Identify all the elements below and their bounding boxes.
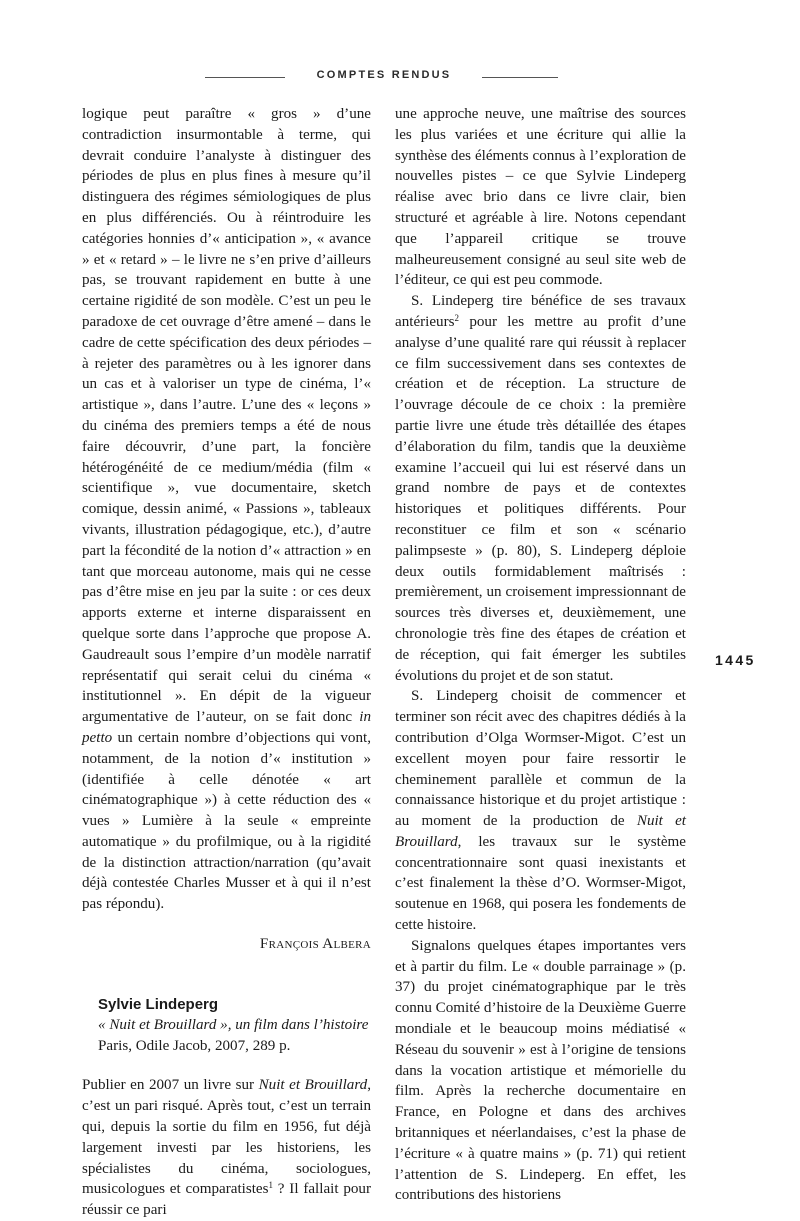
review-heading (82, 995, 371, 1057)
review-publication: Paris, Odile Jacob, 2007, 289 p. (98, 1037, 291, 1054)
paragraph: S. Lindeperg choisit de commencer et terminer son récit avec des chapitres dédiés à la contribution d’Olga Wormser-Migot. C’est un excellent moyen pour faire ressortir le cheminement parallèle et commun de la connaissance historique et du projet artistique : au moment de la production de Nuit et Brouillard, les travaux sur le système concentrationnaire sont quasi inexistants et c’est finalement la thèse d’O. Wormser-Migot, soutenue en 1968, qui posera les fondements de cette histoire. (395, 688, 686, 934)
emphasis: in petto (82, 709, 371, 746)
right-column (395, 104, 686, 1206)
header-rule-right (482, 77, 558, 78)
page-number: 1445 (715, 652, 756, 668)
paragraph: Publier en 2007 un livre sur Nuit et Brouillard, c’est un pari risqué. Après tout, c’est un terrain qui, depuis la sortie du film en 1956, fut déjà largement investi par les historiens, les spécialistes du cinéma, sociologues, musicologues et comparatistes$^1$ ? Il fallait pour réussir ce pari (82, 1077, 371, 1219)
review-author: Sylvie Lindeperg (98, 995, 219, 1013)
running-header: COMPTES RENDUS (316, 69, 452, 81)
footnote-ref: 2 (454, 312, 460, 323)
paragraph: logique peut paraître « gros » d’une contradiction insurmontable à terme, qui devrait conduire l’analyste à distinguer des périodes de plus en plus fines à mesure qu’il distinguera des régimes sémiologiques de plus en plus différenciés. Ou à réintroduire les catégories honnies d’« anticipation », « avance » et « retard » – le livre ne s’en prive d’ailleurs pas, se trouvant rapidement en butte à une certaine rigidité de son modèle. C’est un peu le paradoxe de cet ouvrage d’être amené – dans le cadre de cette spécification des deux périodes – à rejeter des paramètres ou à les ignorer dans un cas et à valoriser un type de cinéma, l’« artistique », dans l’autre. L’une des « leçons » du cinéma des premiers temps a été de nous faire découvrir, d’une part, la foncière hétérogénéité de ce medium/média (film « scientifique », vue documentaire, sketch comique, dessin animé, « Passions », tableaux vivants, illustration pédagogique, etc.), d’autre part la fécondité de la notion d’« attraction » en tant que morceau autonome, mais qui ne cesse pas d’être mise en jeu par la suite : or ces deux apports externe et interne disparaissent en quelque sorte dans l’approche que propose A. Gaudreault sous l’empire d’un modèle narratif représentatif qui serait celui du cinéma « institutionnel ». En dépit de la vigueur argumentative de l’auteur, on se fait donc in petto un certain nombre d’objections qui vont, notamment, de la notion d’« institution » (identifiée à celle dénotée « art cinématographique ») à cette réduction des « vues » Lumière à la seule « empreinte automatique » du profilmique, ou à la rigidité de la distinction attraction/narration (qu’avait déjà contestée Charles Musser et à qui il n’est pas répondu). (82, 106, 371, 913)
footnote-ref: 1 (268, 1180, 273, 1191)
header-rule-left (205, 77, 285, 78)
left-column (82, 104, 371, 1221)
paragraph: une approche neuve, une maîtrise des sources les plus variées et une écriture qui allie la synthèse des éléments connus à l’exploration de nouvelles pistes – ce que Sylvie Lindeperg réalise avec brio dans ce livre clair, bien structuré et agréable à lire. Notons cependant que l’appareil critique se trouve malheureusement consigné au seul site web de l’éditeur, ce qui est peu commode. (395, 106, 686, 289)
review-signature: François Albera (259, 936, 371, 953)
review-book-title: « Nuit et Brouillard », un film dans l’histoire (98, 1016, 369, 1033)
emphasis: Nuit et Brouillard (258, 1077, 368, 1094)
emphasis: Nuit et Brouillard (395, 813, 686, 850)
paragraph: Signalons quelques étapes importantes vers et à partir du film. Le « double parrainage » (p. 37) du projet cinématographique par le très connu Comité d’histoire de la Deuxième Guerre mondiale et le beaucoup moins médiatisé « Réseau du souvenir » est à l’origine de tensions dans la vocation artistique et mémorielle du film. Après la recherche documentaire en France, en Pologne et dans des archives britanniques et néerlandaises, c’est la phase de l’écriture « à quatre mains » (p. 71) qui retient l’attention de S. Lindeperg. En effet, les contributions des historiens (395, 937, 686, 1204)
paragraph: S. Lindeperg tire bénéfice de ses travaux antérieurs$^2$ pour les mettre au profit d’une analyse d’une qualité rare qui réussit à replacer ce film successivement dans ses contextes de création et de réception. La structure de l’ouvrage découle de ce choix : la première partie livre une étude très détaillée des étapes d’élaboration du film, tandis que la deuxième examine l’accueil qui lui est réservé dans un grand nombre de pays et de contextes historiques et politiques différents. Pour reconstituer ce film et son « scénario palimpseste » (p. 80), S. Lindeperg déploie deux outils formidablement maîtrisés : premièrement, un croisement impressionnant de sources très diverses et, deuxièmement, une chronologie très fine des étapes de création et de réception, qui fait émerger les subtiles évolutions du projet et de son statut. (395, 293, 686, 684)
